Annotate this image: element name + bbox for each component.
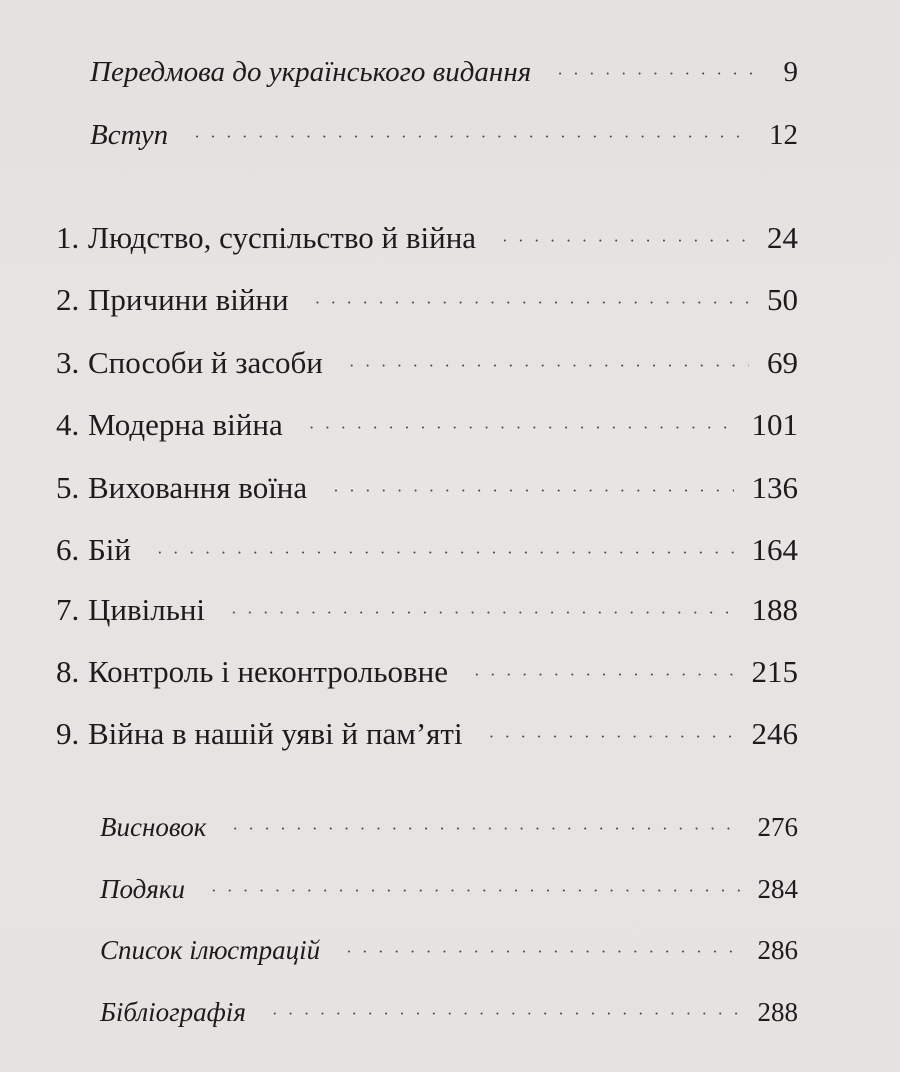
dot-leader [474,666,734,683]
dot-leader [489,728,734,745]
toc-entry-title: Вступ [90,119,169,151]
chapter-page: 215 [751,654,798,689]
toc-entry-bibliography [100,997,798,1037]
dot-leader [232,820,739,837]
toc-chapter-4 [56,407,798,447]
toc-entry-title: Бібліографія [100,997,246,1027]
chapter-title: Причини війни [88,282,289,317]
toc-entry-title: Подяки [100,874,185,904]
toc-entry-title: Висновок [100,812,207,842]
chapter-page: 246 [751,716,798,751]
toc-entry-page: 286 [757,935,798,965]
toc-entry-title: Передмова до українського видання [90,56,532,88]
dot-leader [502,232,749,249]
toc-chapter-5 [56,470,798,510]
dot-leader [309,419,734,436]
toc-chapter-6 [56,532,798,572]
chapter-number: 1. [56,220,80,255]
chapter-title: Цивільні [88,592,206,627]
chapter-title: Виховання воїна [88,470,308,505]
toc-entry-page: 284 [757,874,798,904]
toc-entry-page: 276 [757,812,798,842]
toc-chapter-3 [56,345,798,385]
chapter-number: 9. [56,716,80,751]
toc-entry-acknowledgements [100,874,798,914]
chapter-number: 6. [56,532,80,567]
toc-chapter-2 [56,282,798,322]
chapter-number: 8. [56,654,80,689]
toc-entry-page: 12 [769,119,798,151]
toc-entry-introduction [90,119,798,159]
dot-leader [333,482,733,499]
chapter-title: Способи й засоби [88,345,323,380]
chapter-page: 188 [751,592,798,627]
toc-entry-page: 288 [757,997,798,1027]
dot-leader [194,128,751,145]
toc-entry-title: Список ілюстрацій [100,935,321,965]
chapter-page: 101 [751,407,798,442]
chapter-page: 24 [767,220,798,255]
dot-leader [315,294,749,311]
chapter-number: 2. [56,282,80,317]
dot-leader [157,544,733,561]
toc-entry-preface [90,56,798,96]
dot-leader [211,882,740,899]
toc-chapter-8 [56,654,798,694]
chapter-title: Бій [88,532,132,567]
dot-leader [231,604,733,621]
chapter-number: 7. [56,592,80,627]
chapter-title: Людство, суспільство й війна [88,220,477,255]
dot-leader [349,357,749,374]
chapter-number: 5. [56,470,80,505]
dot-leader [346,943,739,960]
toc-chapter-1 [56,220,798,260]
toc-entry-conclusion [100,812,798,852]
chapter-title: Війна в нашій уяві й пам’яті [88,716,463,751]
dot-leader [272,1005,740,1022]
toc-chapter-9 [56,716,798,756]
toc-entry-page: 9 [783,56,798,88]
chapter-title: Модерна війна [88,407,283,442]
chapter-page: 50 [767,282,798,317]
chapter-page: 164 [751,532,798,567]
toc-chapter-7 [56,592,798,632]
toc-entry-list-of-illustrations [100,935,798,975]
chapter-number: 4. [56,407,80,442]
chapter-title: Контроль і неконтрольовне [88,654,448,689]
chapter-page: 69 [767,345,798,380]
chapter-number: 3. [56,345,80,380]
dot-leader [557,65,765,82]
chapter-page: 136 [751,470,798,505]
